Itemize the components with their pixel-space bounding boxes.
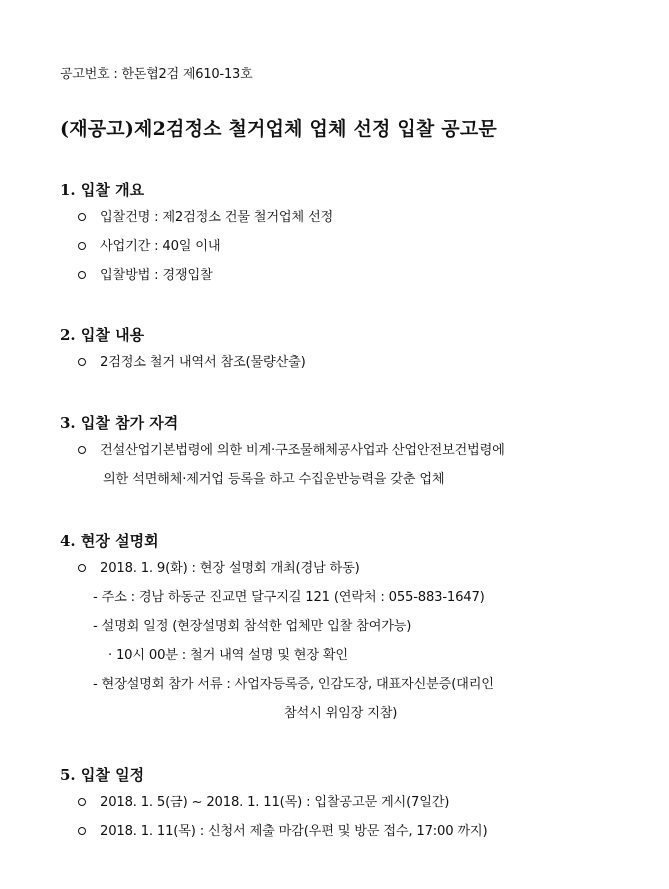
section-overview <box>60 177 640 290</box>
circle-bullet-icon <box>78 564 86 572</box>
section-heading: 5. 입찰 일정 <box>60 766 145 784</box>
sub-item-documents-continuation: 참석시 위임장 지참) <box>284 706 398 721</box>
section-schedule <box>60 762 640 846</box>
circle-bullet-icon <box>78 242 86 250</box>
list-item: 2018. 1. 9(화) : 현장 설명회 개최(경남 하동) <box>60 554 640 583</box>
list-item: 2018. 1. 5(금) ~ 2018. 1. 11(목) : 입찰공고문 게시(7일간) <box>60 788 640 817</box>
list-item: 건설산업기본법령에 의한 비계·구조물해체공사업과 산업안전보건법령에 <box>60 436 640 465</box>
circle-bullet-icon <box>78 213 86 221</box>
list-item: 사업기간 : 40일 이내 <box>60 232 640 261</box>
circle-bullet-icon <box>78 271 86 279</box>
list-item-continuation: 의한 석면해체·제거업 등록을 하고 수집운반능력을 갖춘 업체 <box>103 472 445 487</box>
section-heading: 2. 입찰 내용 <box>60 326 145 344</box>
sub-item-time: · 10시 00분 : 철거 내역 설명 및 현장 확인 <box>108 648 348 663</box>
circle-bullet-icon <box>78 827 86 835</box>
circle-bullet-icon <box>78 358 86 366</box>
sub-item-schedule: - 설명회 일정 (현장설명회 참석한 업체만 입찰 참여가능) <box>93 619 412 634</box>
notice-number: 공고번호 : 한돈협2검 제610-13호 <box>60 67 253 82</box>
document-title: (재공고)제2검정소 철거업체 업체 선정 입찰 공고문 <box>60 118 497 140</box>
circle-bullet-icon <box>78 798 86 806</box>
circle-bullet-icon <box>78 446 86 454</box>
section-heading: 3. 입찰 참가 자격 <box>60 414 179 432</box>
sub-item-address: - 주소 : 경남 하동군 진교면 달구지길 121 (연락처 : 055-883-1647) <box>93 590 485 605</box>
section-site-briefing <box>60 528 640 728</box>
section-heading: 4. 현장 설명회 <box>60 532 159 550</box>
sub-item-documents: - 현장설명회 참가 서류 : 사업자등록증, 인감도장, 대표자신분증(대리인 <box>93 677 494 692</box>
list-item: 입찰방법 : 경쟁입찰 <box>60 261 640 290</box>
section-contents <box>60 322 640 377</box>
list-item: 2018. 1. 11(목) : 신청서 제출 마감(우편 및 방문 접수, 17:00 까지) <box>60 817 640 846</box>
list-item: 2검정소 철거 내역서 참조(물량산출) <box>60 348 640 377</box>
section-heading: 1. 입찰 개요 <box>60 181 145 199</box>
section-qualification <box>60 410 640 494</box>
list-item: 입찰건명 : 제2검정소 건물 철거업체 선정 <box>60 203 640 232</box>
